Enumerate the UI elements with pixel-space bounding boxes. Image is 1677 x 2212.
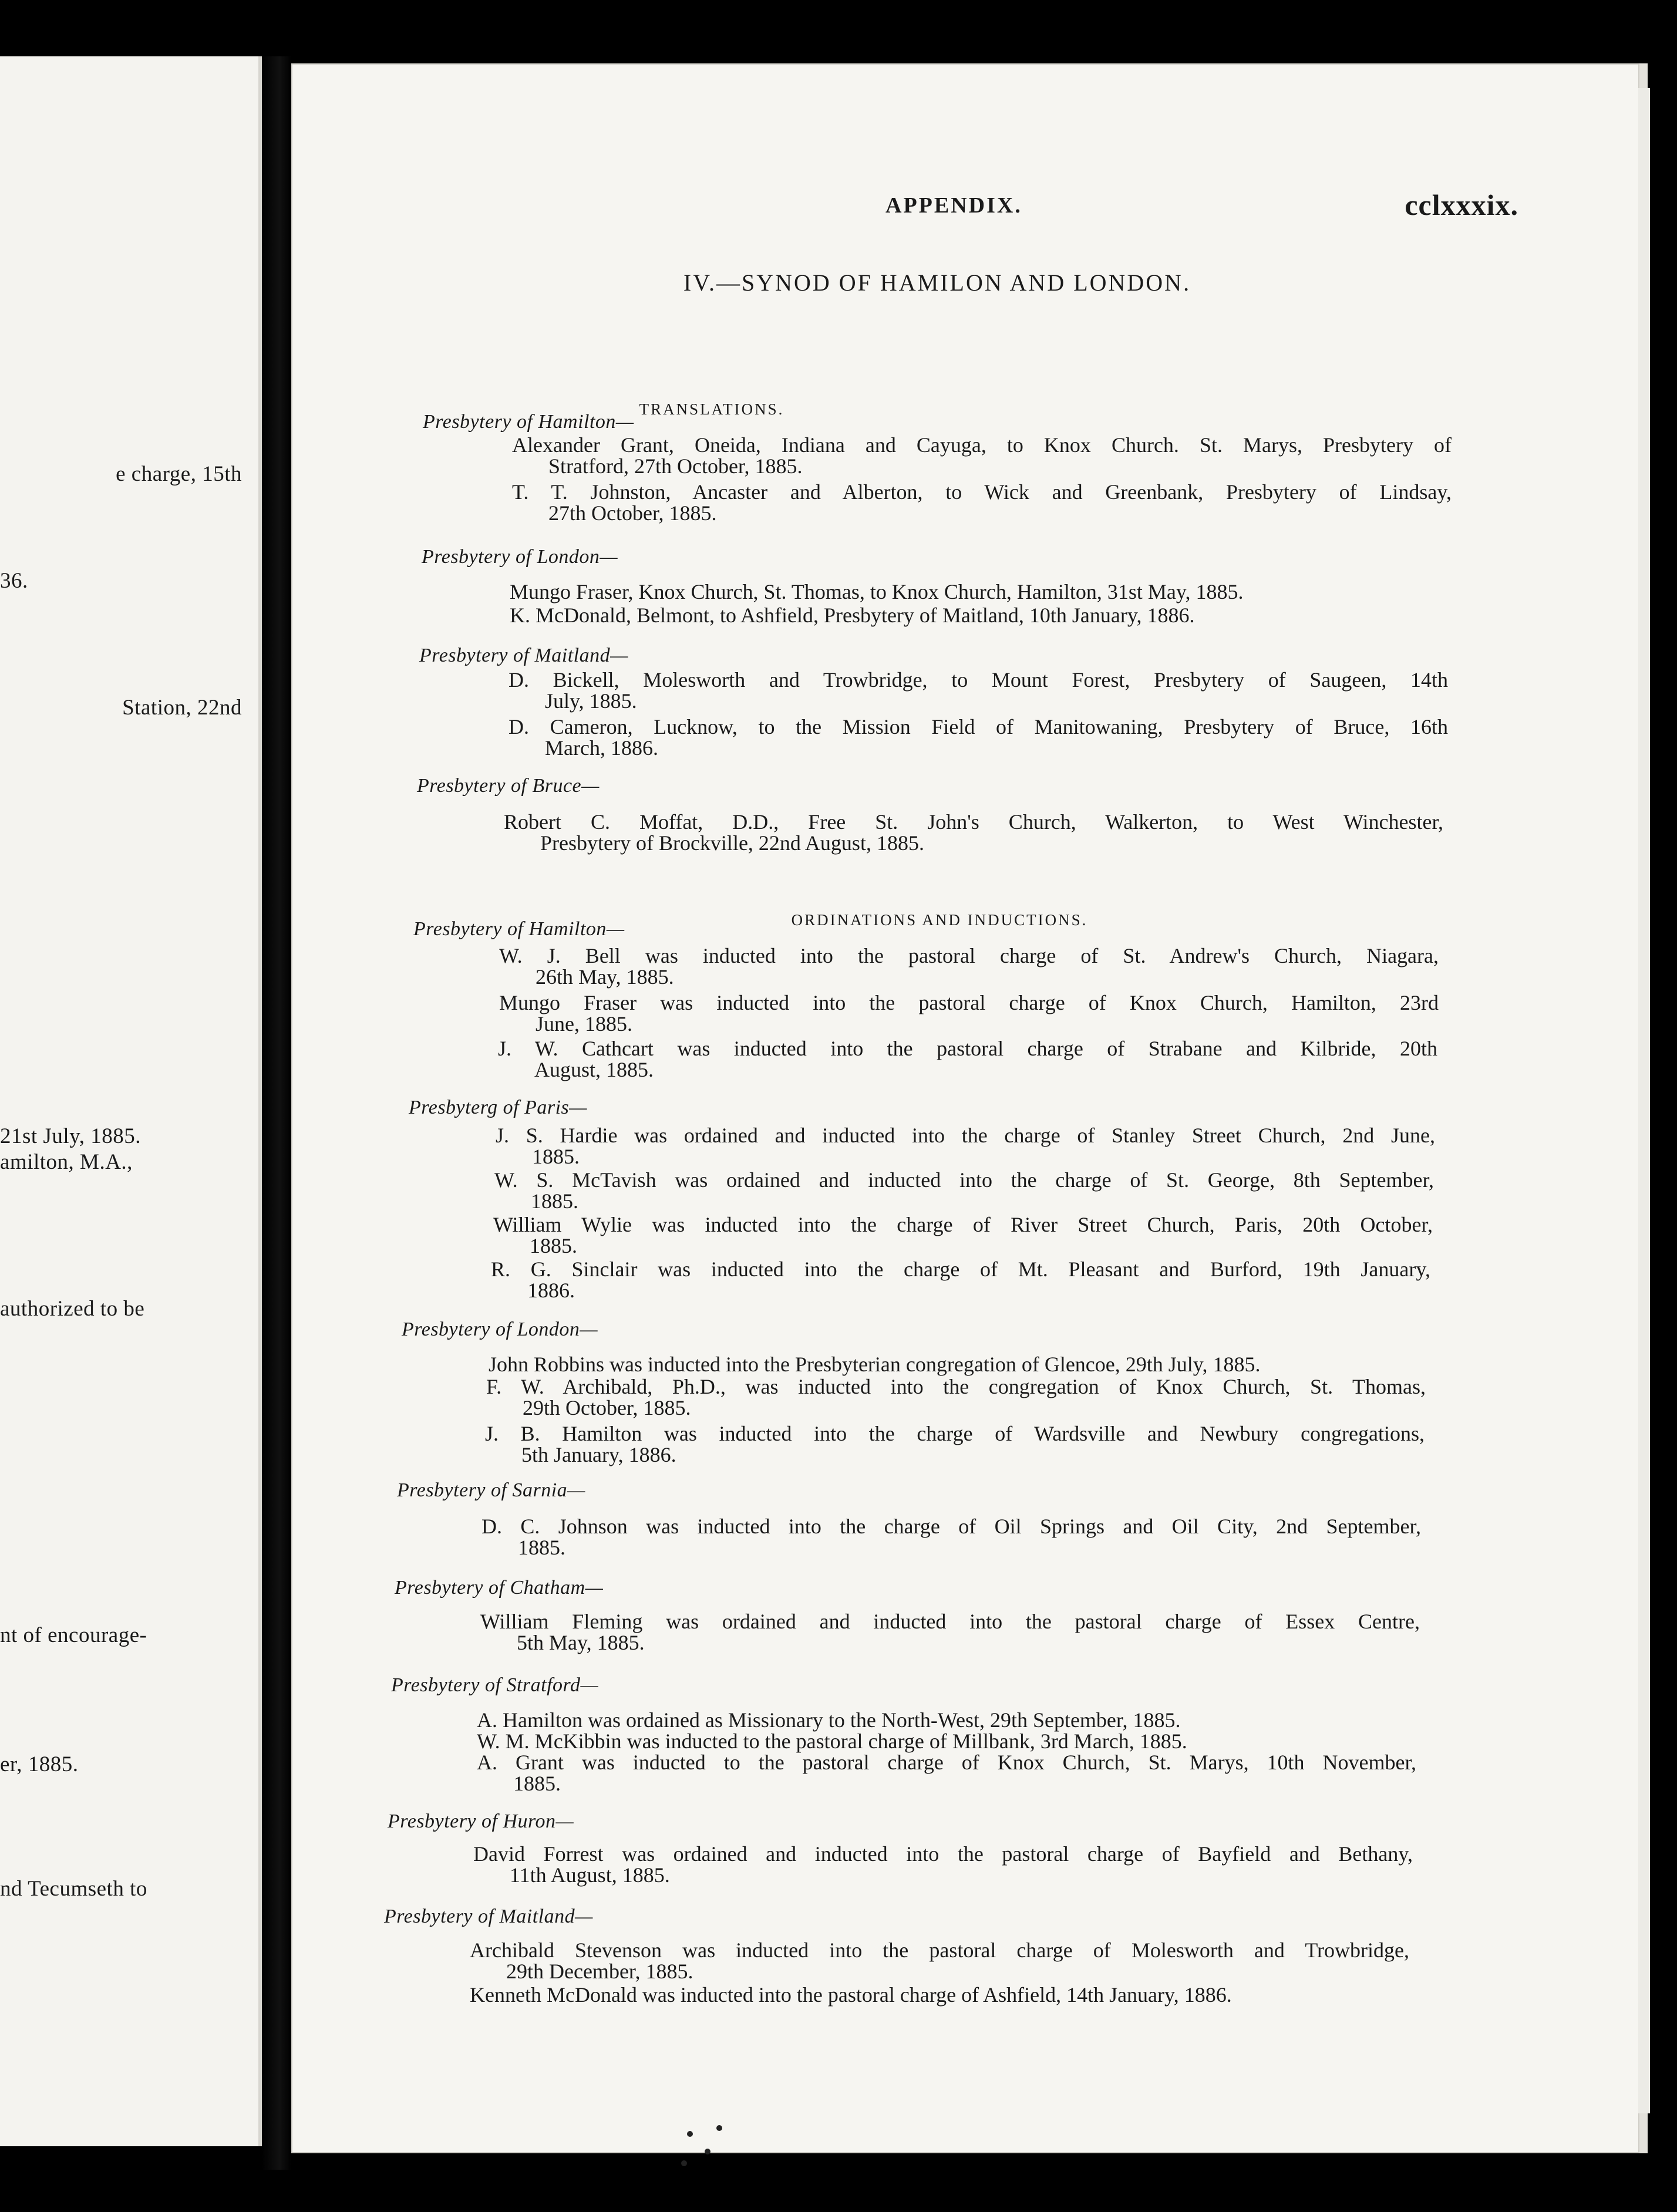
presbytery-heading: Presbyterg of Paris— (409, 1097, 588, 1118)
entry-line: D. Bickell, Molesworth and Trowbridge, to Mount Forest, Presbytery of Saugeen, 14th (509, 668, 1448, 692)
entry-line: J. W. Cathcart was inducted into the pastoral charge of Strabane and Kilbride, 20th (498, 1037, 1437, 1060)
ordination-entry (499, 992, 1439, 1034)
entry-line: J. B. Hamilton was inducted into the charge of Wardsville and Newbury congregations, (485, 1422, 1425, 1445)
presbytery-heading: Presbytery of Chatham— (395, 1577, 604, 1599)
entry-line: R. G. Sinclair was inducted into the charge of Mt. Pleasant and Burford, 19th January, (491, 1257, 1430, 1281)
ordination-entry (486, 1376, 1426, 1418)
entry-line: D. Cameron, Lucknow, to the Mission Field of Manitowaning, Presbytery of Bruce, 16th (509, 715, 1448, 739)
entry-continuation: 29th October, 1885. (523, 1396, 691, 1419)
left-page-fragment: authorized to be (0, 1297, 145, 1321)
page-edge (1638, 88, 1650, 2113)
ordination-entry (485, 1423, 1425, 1465)
presbytery-heading: Presbytery of Stratford— (391, 1674, 599, 1696)
entry-line: William Wylie was inducted into the charge of River Street Church, Paris, 20th October, (493, 1213, 1433, 1236)
entry-line: A. Hamilton was ordained as Missionary to the North-West, 29th September, 1885. (477, 1708, 1181, 1732)
ordination-entry (477, 1731, 1416, 1752)
translations-heading: TRANSLATIONS. (639, 400, 784, 418)
translation-entry (512, 434, 1452, 477)
entry-continuation: Stratford, 27th October, 1885. (548, 454, 803, 478)
synod-title: IV.—SYNOD OF HAMILON AND LONDON. (683, 269, 1191, 296)
scan-specks (669, 2108, 740, 2178)
entry-continuation: 5th January, 1886. (521, 1443, 676, 1466)
entry-continuation: Presbytery of Brockville, 22nd August, 1885. (540, 831, 924, 855)
ordination-entry (498, 1038, 1437, 1080)
left-page-fragment: 21st July, 1885. (0, 1124, 141, 1148)
entry-continuation: August, 1885. (534, 1058, 654, 1081)
ordination-entry (470, 1940, 1409, 1982)
entry-line: Kenneth McDonald was inducted into the pastoral charge of Ashfield, 14th January, 1886. (470, 1983, 1232, 2007)
entry-line: Mungo Fraser, Knox Church, St. Thomas, to Knox Church, Hamilton, 31st May, 1885. (510, 580, 1244, 603)
entry-line: Archibald Stevenson was inducted into the pastoral charge of Molesworth and Trowbridge, (470, 1938, 1409, 1962)
translation-entry (510, 605, 1449, 626)
translation-entry (510, 581, 1449, 602)
translation-entry (504, 811, 1443, 854)
presbytery-heading: Presbytery of Huron— (388, 1810, 574, 1832)
entry-continuation: July, 1885. (545, 689, 637, 713)
left-page-fragment: er, 1885. (0, 1752, 79, 1776)
presbytery-heading: Presbytery of London— (422, 546, 618, 568)
entry-line: F. W. Archibald, Ph.D., was inducted into the congregation of Knox Church, St. Thomas, (486, 1375, 1426, 1398)
entry-continuation: 1885. (518, 1536, 565, 1559)
presbytery-heading: Presbytery of Hamilton— (413, 918, 625, 940)
ordination-entry (470, 1984, 1409, 2005)
ordinations-heading: ORDINATIONS AND INDUCTIONS. (791, 911, 1088, 929)
entry-line: William Fleming was ordained and inducted into the pastoral charge of Essex Centre, (480, 1610, 1420, 1633)
left-page-fragment: 36. (0, 569, 28, 593)
left-facing-page (0, 56, 262, 2146)
ordination-entry (496, 1125, 1435, 1167)
ordination-entry (473, 1843, 1413, 1886)
entry-continuation: 5th May, 1885. (517, 1631, 645, 1654)
translation-entry (509, 669, 1448, 712)
entry-line: Alexander Grant, Oneida, Indiana and Cayuga, to Knox Church. St. Marys, Presbytery of (512, 433, 1452, 457)
entry-line: W. J. Bell was inducted into the pastoral charge of St. Andrew's Church, Niagara, (499, 944, 1439, 967)
ordination-entry (494, 1169, 1434, 1212)
entry-line: David Forrest was ordained and inducted into the pastoral charge of Bayfield and Bethany, (473, 1842, 1413, 1866)
running-head: APPENDIX. (885, 193, 1022, 218)
entry-line: John Robbins was inducted into the Presbyterian congregation of Glencoe, 29th July, 1885. (489, 1353, 1261, 1376)
entry-line: Mungo Fraser was inducted into the pastoral charge of Knox Church, Hamilton, 23rd (499, 991, 1439, 1014)
page-number: cclxxxix. (1405, 188, 1518, 221)
book-gutter (262, 56, 291, 2170)
entry-continuation: 27th October, 1885. (548, 501, 717, 525)
ordination-entry (499, 945, 1439, 987)
ordination-entry (493, 1214, 1433, 1256)
ordination-entry (480, 1611, 1420, 1653)
left-page-fragment: nd Tecumseth to (0, 1877, 147, 1901)
translation-entry (512, 481, 1452, 524)
entry-continuation: 1885. (530, 1234, 577, 1257)
ordination-entry (477, 1709, 1416, 1731)
left-page-fragment: amilton, M.A., (0, 1150, 133, 1174)
entry-line: T. T. Johnston, Ancaster and Alberton, to Wick and Greenbank, Presbytery of Lindsay, (512, 480, 1452, 504)
presbytery-heading: Presbytery of Bruce— (417, 775, 600, 797)
presbytery-heading: Presbytery of Hamilton— (423, 411, 634, 433)
ordination-entry (481, 1516, 1421, 1558)
ordination-entry (489, 1354, 1428, 1375)
presbytery-heading: Presbytery of Maitland— (419, 645, 628, 666)
presbytery-heading: Presbytery of Sarnia— (397, 1479, 585, 1501)
entry-line: Robert C. Moffat, D.D., Free St. John's Church, Walkerton, to West Winchester, (504, 810, 1443, 834)
entry-line: W. S. McTavish was ordained and inducted into the charge of St. George, 8th September, (494, 1168, 1434, 1192)
entry-line: D. C. Johnson was inducted into the charge of Oil Springs and Oil City, 2nd September, (481, 1515, 1421, 1538)
presbytery-heading: Presbytery of Maitland— (384, 1906, 593, 1927)
entry-line: K. McDonald, Belmont, to Ashfield, Presbytery of Maitland, 10th January, 1886. (510, 603, 1195, 627)
entry-continuation: 1886. (527, 1279, 575, 1302)
translation-entry (509, 716, 1448, 758)
entry-continuation: March, 1886. (545, 736, 658, 760)
left-page-fragment: nt of encourage- (0, 1623, 147, 1647)
entry-continuation: 1885. (513, 1772, 561, 1795)
entry-continuation: 1885. (532, 1145, 580, 1168)
entry-continuation: 26th May, 1885. (536, 965, 674, 989)
entry-line: A. Grant was inducted to the pastoral charge of Knox Church, St. Marys, 10th November, (477, 1751, 1416, 1774)
ordination-entry (477, 1752, 1416, 1794)
left-page-fragment: Station, 22nd (122, 696, 242, 720)
presbytery-heading: Presbytery of London— (402, 1319, 598, 1340)
entry-continuation: June, 1885. (536, 1012, 632, 1036)
ordination-entry (491, 1259, 1430, 1301)
entry-line: J. S. Hardie was ordained and inducted into the charge of Stanley Street Church, 2nd June, (496, 1124, 1435, 1147)
entry-continuation: 29th December, 1885. (506, 1960, 693, 1983)
entry-continuation: 1885. (531, 1189, 578, 1213)
entry-continuation: 11th August, 1885. (510, 1863, 670, 1887)
left-page-fragment: e charge, 15th (116, 462, 242, 486)
entry-line: W. M. McKibbin was inducted to the pastoral charge of Millbank, 3rd March, 1885. (477, 1729, 1187, 1753)
